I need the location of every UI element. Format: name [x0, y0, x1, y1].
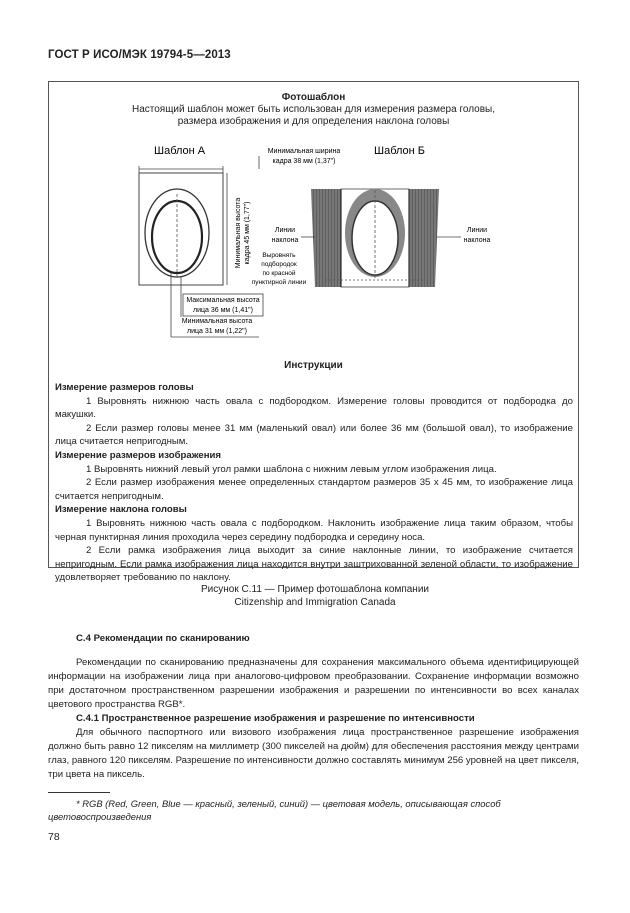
- subsection-paragraph: Для обычного паспортного или визового изображения лица пространственное разрешение изображения должно быть равно 12 пикселям на миллиметр (300 пикселей на дюйм) для обеспечения расстояния между центрами глаз, равного 120 пикселям. Разрешение по интенсивности должно составлять минимум 256 уровней на цвет пикселя, три цвета на пиксель.: [48, 727, 580, 780]
- caption-line-2: Citizenship and Immigration Canada: [234, 597, 396, 608]
- head-measure-1: 1 Выровнять нижнюю часть овала с подбородком. Измерение головы проводится от подбородка до макушки.: [55, 395, 573, 421]
- min-height-label-2: кадра 45 мм (1,77"): [244, 201, 251, 265]
- figure-caption: [0, 583, 630, 609]
- image-measure-title: Измерение размеров изображения: [55, 449, 222, 461]
- template-diagram: [49, 140, 580, 350]
- tilt-left-label-2: наклона: [271, 237, 299, 244]
- right-tilt-shade: [409, 189, 439, 287]
- document-header: ГОСТ Р ИСО/МЭК 19794-5—2013: [48, 49, 231, 61]
- min-face-label-2: лица 31 мм (1,22"): [187, 328, 247, 335]
- max-face-label-1: Максимальная высота: [186, 297, 260, 304]
- min-face-label-1: Минимальная высота: [181, 318, 253, 325]
- template-title: Фотошаблон: [281, 92, 346, 103]
- section-title: С.4 Рекомендации по сканированию: [76, 633, 250, 644]
- footnote: * RGB (Red, Green, Blue — красный, зеленый, синий) — цветовая модель, описывающая способ цветовоспроизведения: [48, 798, 501, 822]
- footnote-separator: [48, 792, 110, 793]
- min-width-label-1: Минимальная ширина: [267, 148, 341, 155]
- large-oval: [145, 189, 209, 277]
- tilt-right-label-2: наклона: [463, 237, 491, 244]
- chin-label-3: по красной: [262, 270, 296, 277]
- head-measure-2: 2 Если размер головы менее 31 мм (маленький овал) или более 36 мм (большой овал), то изображение лица считается непригодным.: [55, 422, 573, 448]
- section-c4: [48, 632, 579, 782]
- tilt-measure-1: 1 Выровнять нижнюю часть овала с подбородком. Наклонить изображение лица таким образом, чтобы черная пунктирная линия проходила через середину подбородка и середину носа.: [55, 517, 573, 543]
- min-width-label-2: кадра 38 мм (1,37"): [272, 158, 336, 165]
- photo-template-frame: [48, 81, 579, 584]
- image-measure-2: 2 Если размер изображения менее определенных стандартом размеров 35 х 45 мм, то изображение лица считается непригодным.: [55, 477, 573, 502]
- instructions-body: [55, 381, 573, 585]
- max-face-label-2: лица 36 мм (1,41"): [193, 307, 253, 314]
- chin-label-2: подбородок: [261, 261, 297, 268]
- instructions-title: Инструкции: [284, 360, 343, 371]
- min-height-label-1: Минимальная высота: [235, 197, 242, 269]
- subsection-title: С.4.1 Пространственное разрешение изображения и разрешение по интенсивности: [76, 713, 475, 724]
- section-paragraph: Рекомендации по сканированию предназначены для сохранения максимального объема идентифицирующей информации на изображении лица при аналогово-цифровом преобразовании. Сохранение информации возможно при достаточном пространственном разрешении изображения и разрешении по интенсивности во всех каналах цветового пространства RGB*.: [48, 657, 579, 710]
- tilt-measure-2: 2 Если рамка изображения лица выходит за синие наклонные линии, то изображение считается непригодным. Если рамка изображения лица находится внутри заштрихованной зеленой области, то изображение удовлетворяет требованию по наклону.: [55, 545, 573, 584]
- image-measure-1: 1 Выровнять нижний левый угол рамки шаблона с нижним левым углом изображения лица.: [86, 463, 497, 475]
- template-subtitle-1: Настоящий шаблон может быть использован для измерения размера головы,: [131, 104, 496, 115]
- template-subtitle-2: размера изображения и для определения наклона головы: [177, 116, 450, 127]
- tilt-left-label-1: Линии: [274, 227, 296, 234]
- left-tilt-shade: [311, 189, 341, 287]
- chin-label-4: пунктирной линии: [251, 279, 307, 286]
- template-a-label: Шаблон А: [154, 145, 206, 157]
- tilt-right-label-1: Линии: [466, 227, 488, 234]
- tilt-measure-title: Измерение наклона головы: [55, 504, 187, 516]
- template-b-label: Шаблон Б: [374, 145, 426, 157]
- caption-line-1: Рисунок С.11 — Пример фотошаблона компании: [201, 584, 429, 595]
- page-number: 78: [48, 831, 60, 843]
- chin-label-1: Выровнять: [262, 252, 296, 259]
- head-measure-title: Измерение размеров головы: [55, 382, 194, 393]
